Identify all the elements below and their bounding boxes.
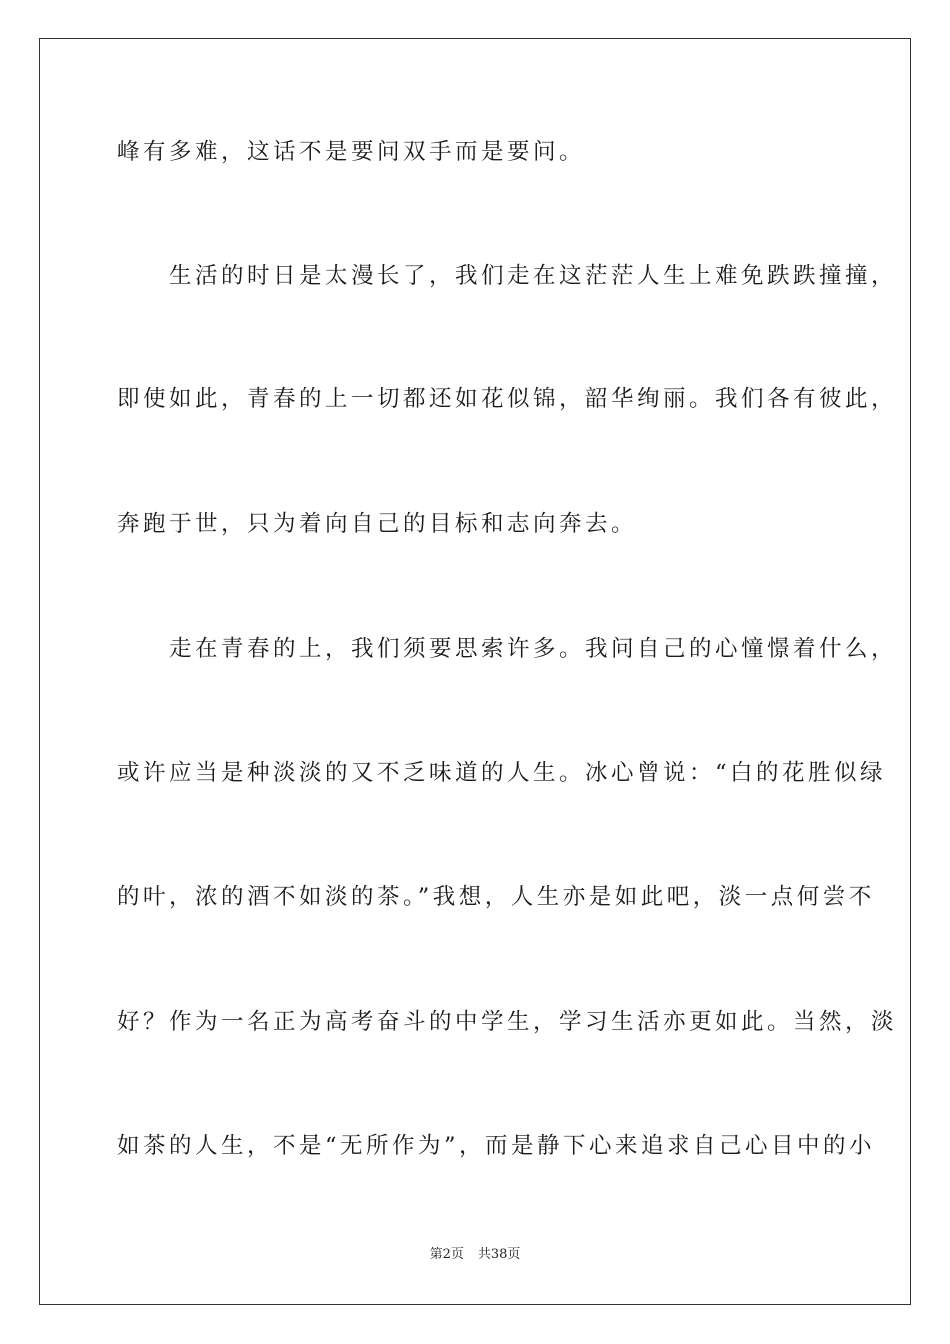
- text-line: 走在青春的上，我们须要思索许多。我问自己的心憧憬着什么，: [117, 636, 898, 662]
- text-line: 的叶，浓的酒不如淡的茶。”我想，人生亦是如此吧，淡一点何尝不: [117, 884, 875, 910]
- page-border: [39, 38, 911, 1305]
- text-line: 好？作为一名正为高考奋斗的中学生，学习生活亦更如此。当然，淡: [117, 1009, 898, 1035]
- text-line: 即使如此，青春的上一切都还如花似锦，韶华绚丽。我们各有彼此，: [117, 386, 898, 412]
- text-line: 峰有多难，这话不是要问双手而是要问。: [117, 139, 586, 165]
- text-line: 生活的时日是太漫长了，我们走在这茫茫人生上难免跌跌撞撞，: [117, 263, 898, 289]
- page-number: 第2页: [429, 1247, 464, 1262]
- text-line: 奔跑于世，只为着向自己的目标和志向奔去。: [117, 511, 638, 537]
- page-total: 共38页: [477, 1247, 521, 1262]
- text-line: 或许应当是种淡淡的又不乏味道的人生。冰心曾说：“白的花胜似绿: [117, 760, 887, 786]
- page-footer: [0, 1246, 950, 1264]
- text-line: 如茶的人生，不是“无所作为”，而是静下心来追求自己心目中的小: [117, 1133, 876, 1159]
